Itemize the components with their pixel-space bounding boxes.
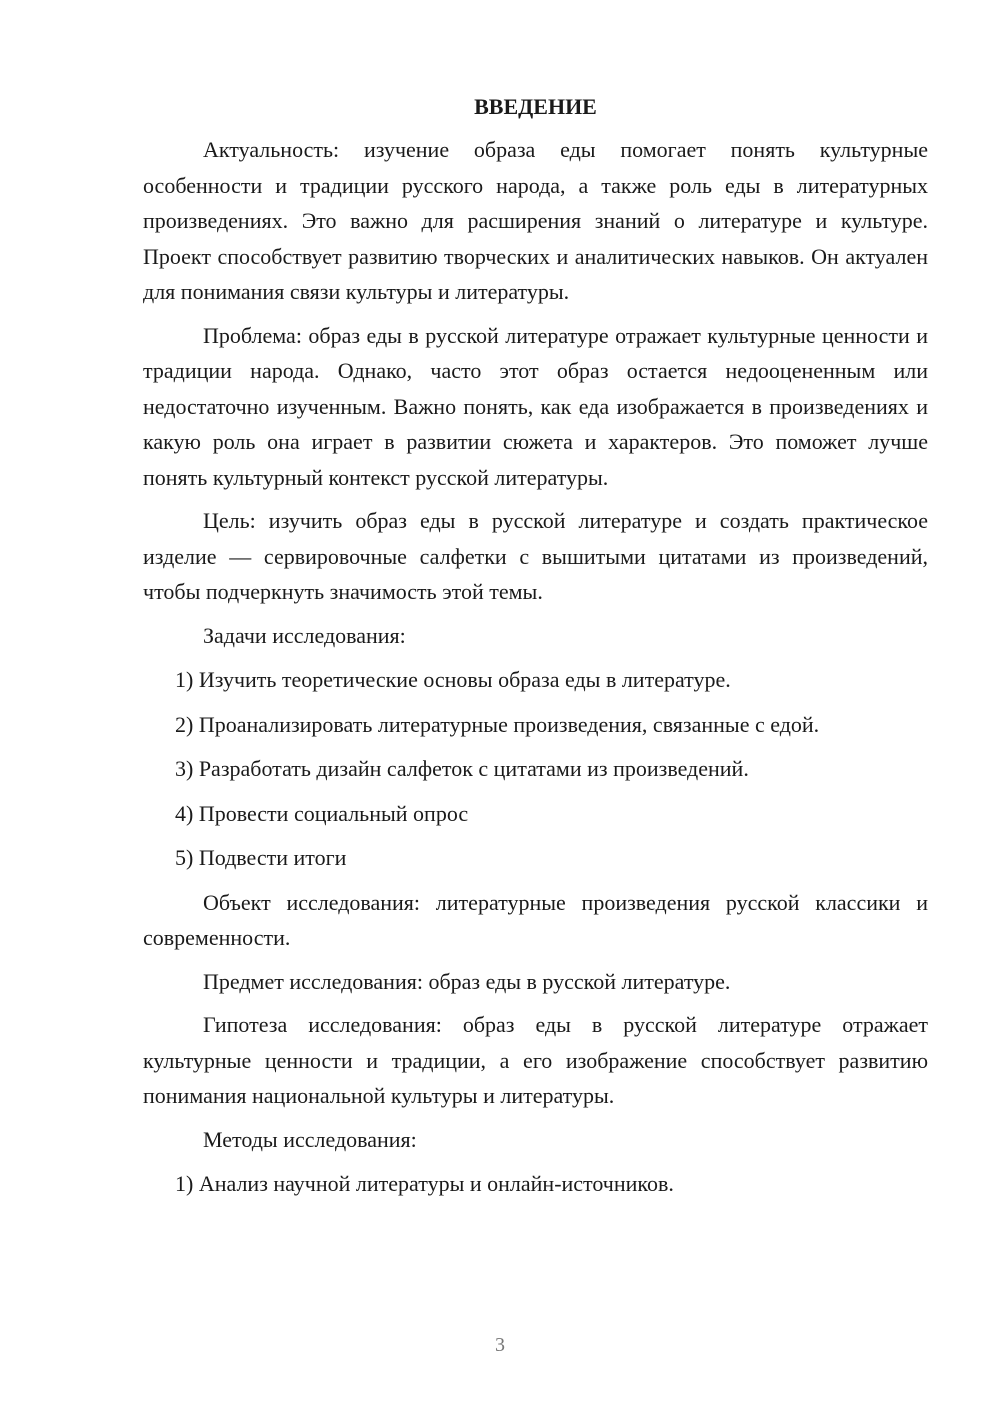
methods-heading: Методы исследования: xyxy=(203,1126,417,1152)
task-item: 1) Изучить теоретические основы образа еды в литературе. xyxy=(175,667,731,692)
method-item: 1) Анализ научной литературы и онлайн-источников. xyxy=(175,1171,674,1196)
tasks-heading: Задачи исследования: xyxy=(203,622,406,648)
task-item: 4) Провести социальный опрос xyxy=(175,800,469,826)
task-item: 5) Подвести итоги xyxy=(175,845,347,870)
task-item: 2) Проанализировать литературные произведения, связанные с едой. xyxy=(175,711,820,737)
relevance-paragraph: Актуальность: изучение образа еды помогает понять культурные особенности и традиции русского народа, а также роль еды в литературных произведениях. Это важно для расширения знаний о литературе и культуре. Проект способствует развитию творческих и аналитических навыков. Он актуален для понимания связи культуры и литературы. xyxy=(143,137,928,304)
page-number: 3 xyxy=(495,1334,505,1356)
document-page xyxy=(143,92,928,1211)
page-title: ВВЕДЕНИЕ xyxy=(474,94,597,119)
subject-paragraph: Предмет исследования: образ еды в русской литературе. xyxy=(203,968,731,994)
object-paragraph: Объект исследования: литературные произведения русской классики и современности. xyxy=(143,889,928,950)
hypothesis-paragraph: Гипотеза исследования: образ еды в русской литературе отражает культурные ценности и традиции, а его изображение способствует развитию понимания национальной культуры и литературы. xyxy=(143,1012,928,1108)
task-item: 3) Разработать дизайн салфеток с цитатами из произведений. xyxy=(175,756,749,781)
goal-paragraph: Цель: изучить образ еды в русской литературе и создать практическое изделие — сервировочные салфетки с вышитыми цитатами из произведений, чтобы подчеркнуть значимость этой темы. xyxy=(143,508,928,604)
problem-paragraph: Проблема: образ еды в русской литературе отражает культурные ценности и традиции народа. Однако, часто этот образ остается недооцененным или недостаточно изученным. Важно понять, как еда изображается в произведениях и какую роль она играет в развитии сюжета и характеров. Это поможет лучше понять культурный контекст русской литературы. xyxy=(143,322,928,490)
